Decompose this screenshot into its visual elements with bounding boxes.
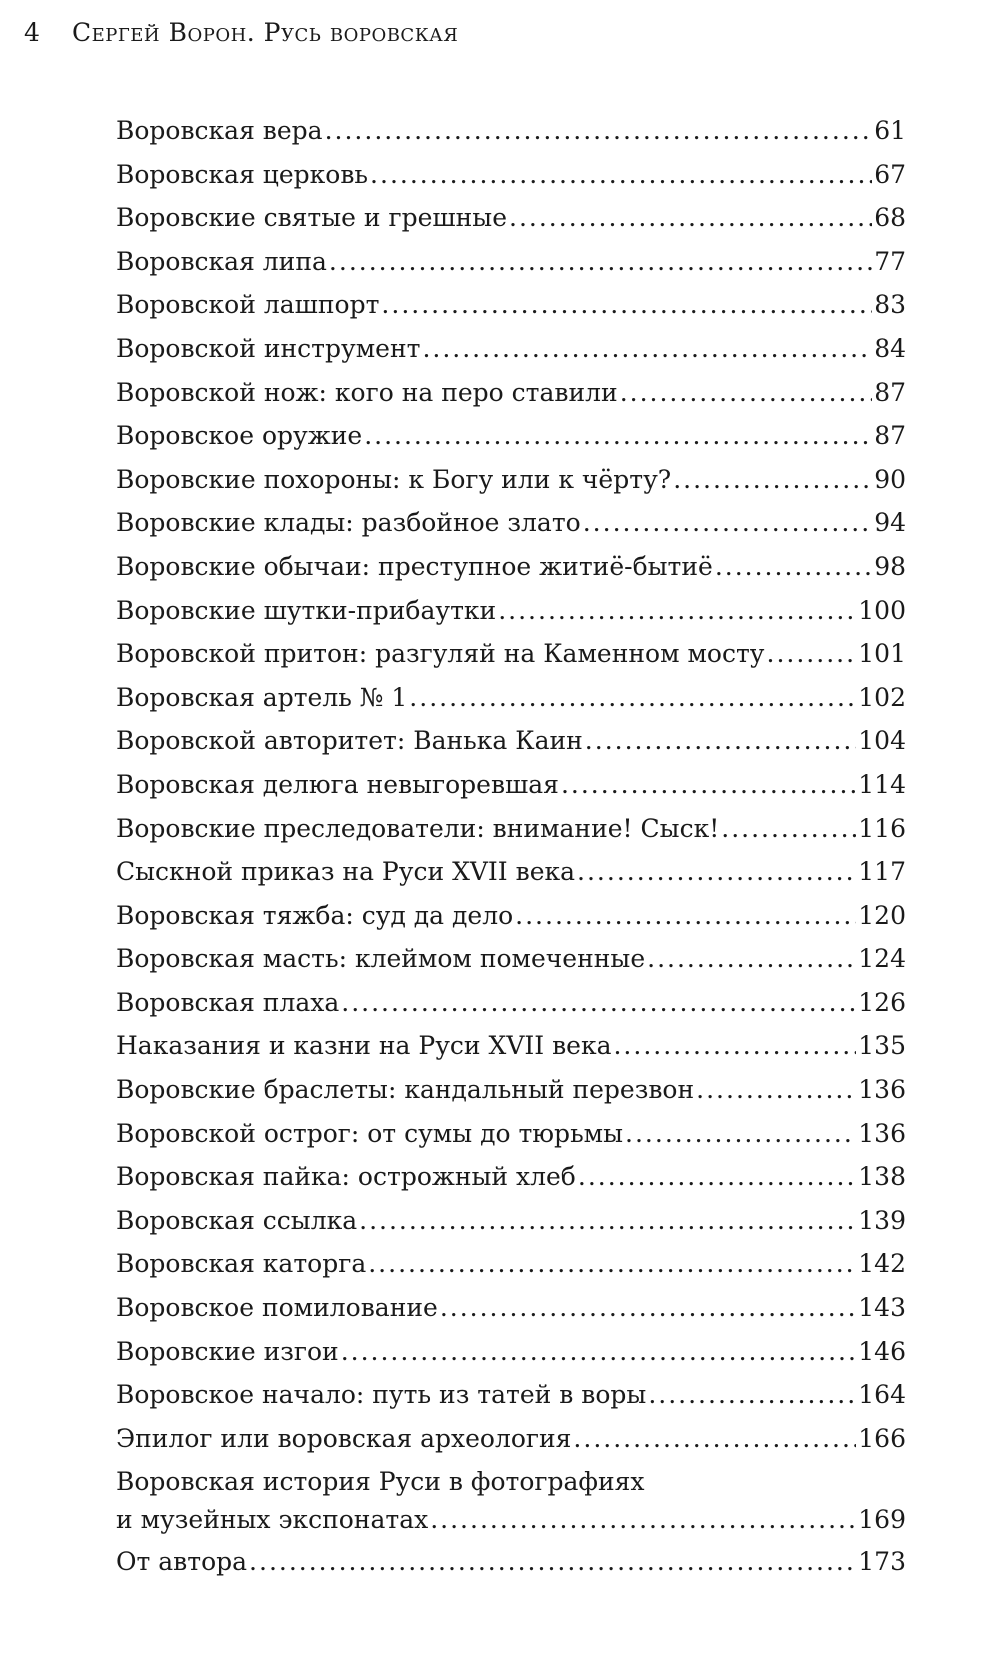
toc-entry-page: 164 (858, 1380, 906, 1410)
toc-entry-line (116, 807, 906, 851)
toc-entry-line (116, 937, 906, 981)
toc-entry-line (116, 1068, 906, 1112)
toc-entry-title: Воровская церковь (116, 159, 369, 189)
dot-leader (368, 1242, 856, 1286)
toc-entry-page: 67 (874, 159, 906, 189)
toc-entry (116, 109, 906, 153)
toc-entry-title: Воровские клады: разбойное злато (116, 508, 581, 538)
toc-entry-title: Воровская пайка: острожный хлеб (116, 1162, 576, 1192)
toc-entry-title: Воровские обычаи: преступное житиё-бытиё (116, 551, 713, 581)
toc-entry-title: Воровские шутки-прибаутки (116, 595, 497, 625)
toc-entry (116, 894, 906, 938)
toc-entry-title: Воровские святые и грешные (116, 203, 508, 233)
toc-entry-title: Воровской острог: от сумы до тюрьмы (116, 1118, 624, 1148)
toc-entry-page: 83 (874, 290, 906, 320)
toc-entry-line (116, 1286, 906, 1330)
toc-entry (116, 283, 906, 327)
toc-entry (116, 1540, 906, 1584)
toc-entry (116, 327, 906, 371)
toc-entry-page: 169 (858, 1505, 906, 1535)
dot-leader (585, 719, 856, 763)
toc-entry (116, 1330, 906, 1374)
dot-leader (381, 283, 872, 327)
toc-entry (116, 414, 906, 458)
toc-entry-page: 116 (858, 813, 906, 843)
running-head (24, 18, 458, 47)
toc-entry-page: 143 (858, 1293, 906, 1323)
toc-entry (116, 545, 906, 589)
toc-entry (116, 763, 906, 807)
toc-entry-page: 94 (874, 508, 906, 538)
toc-entry-page: 139 (858, 1205, 906, 1235)
dot-leader (583, 501, 872, 545)
dot-leader (325, 109, 873, 153)
toc-entry-page: 104 (858, 726, 906, 756)
dot-leader (498, 589, 856, 633)
toc-entry (116, 981, 906, 1025)
toc-entry-page: 135 (858, 1031, 906, 1061)
toc-entry-title: Эпилог или воровская археология (116, 1423, 572, 1453)
toc-entry (116, 1199, 906, 1243)
dot-leader (509, 196, 872, 240)
toc-entry-page: 77 (874, 246, 906, 276)
toc-entry-page: 114 (858, 769, 906, 799)
toc-entry (116, 196, 906, 240)
toc-entry-line (116, 1199, 906, 1243)
toc-entry-line (116, 545, 906, 589)
toc-entry (116, 676, 906, 720)
toc-entry (116, 458, 906, 502)
toc-entry-title: Воровские изгои (116, 1336, 339, 1366)
toc-entry-title: Сыскной приказ на Руси XVII века (116, 857, 576, 887)
dot-leader (647, 937, 856, 981)
toc-entry-title: Воровское начало: путь из татей в воры (116, 1380, 647, 1410)
toc-entry-title: Наказания и казни на Руси XVII века (116, 1031, 612, 1061)
toc-entry-page: 166 (858, 1423, 906, 1453)
toc-entry-page: 120 (858, 900, 906, 930)
toc-entry-page: 173 (858, 1547, 906, 1577)
toc-entry-line (116, 850, 906, 894)
toc-entry-line (116, 1242, 906, 1286)
dot-leader (249, 1540, 856, 1584)
dot-leader (430, 1500, 856, 1540)
toc-entry (116, 240, 906, 284)
toc-entry-title: Воровской притон: разгуляй на Каменном мосту (116, 639, 765, 669)
dot-leader (329, 240, 872, 284)
toc-entry-title: Воровская каторга (116, 1249, 367, 1279)
dot-leader (721, 807, 856, 851)
toc-entry-page: 61 (874, 116, 906, 145)
toc-entry-title: Воровская ссылка (116, 1205, 358, 1235)
toc-entry-page: 138 (858, 1162, 906, 1192)
toc-entry-title: Воровское оружие (116, 421, 363, 451)
dot-leader (620, 371, 873, 415)
toc-entry-line (116, 501, 906, 545)
dot-leader (341, 1330, 857, 1374)
toc-entry-page: 87 (874, 377, 906, 407)
running-title: Сергей Ворон. Русь воровская (72, 18, 459, 47)
toc-entry-title-line1: Воровская история Руси в фотографиях (116, 1467, 645, 1497)
toc-entry-line (116, 458, 906, 502)
toc-entry (116, 850, 906, 894)
toc-entry-title: Воровской инструмент (116, 333, 421, 363)
toc-entry-title: Воровская плаха (116, 987, 340, 1017)
toc-entry (116, 807, 906, 851)
toc-entry-line (116, 327, 906, 371)
toc-entry-line (116, 153, 906, 197)
toc-entry-line (116, 589, 906, 633)
dot-leader (613, 1024, 856, 1068)
toc-entry-line (116, 1540, 906, 1584)
toc-entry (116, 1286, 906, 1330)
toc-entry-title: Воровская липа (116, 246, 327, 276)
toc-entry-line (116, 1024, 906, 1068)
dot-leader (625, 1112, 856, 1156)
toc-entry (116, 1112, 906, 1156)
toc-entry-page: 142 (858, 1249, 906, 1279)
toc-entry-page: 100 (858, 595, 906, 625)
toc-entry-line (116, 632, 906, 676)
toc-entry (116, 1460, 906, 1540)
toc-entry-title: Воровские браслеты: кандальный перезвон (116, 1075, 695, 1105)
toc-entry-page: 84 (874, 333, 906, 363)
table-of-contents (116, 109, 906, 1584)
toc-entry-page: 102 (858, 682, 906, 712)
toc-entry (116, 1373, 906, 1417)
dot-leader (561, 763, 856, 807)
toc-entry (116, 371, 906, 415)
toc-entry-page: 98 (874, 551, 906, 581)
toc-entry-title: Воровская делюга невыгоревшая (116, 769, 559, 799)
dot-leader (409, 676, 856, 720)
toc-entry (116, 632, 906, 676)
dot-leader (696, 1068, 856, 1112)
toc-entry-line (116, 371, 906, 415)
toc-entry-title: Воровские преследователи: внимание! Сыск! (116, 813, 720, 843)
toc-entry-line (116, 1330, 906, 1374)
toc-entry (116, 1417, 906, 1461)
dot-leader (440, 1286, 856, 1330)
toc-entry-title: Воровская вера (116, 116, 323, 145)
toc-entry-line (116, 894, 906, 938)
toc-entry-line (116, 1500, 906, 1540)
toc-entry-line (116, 763, 906, 807)
dot-leader (370, 153, 872, 197)
dot-leader (341, 981, 856, 1025)
dot-leader (359, 1199, 856, 1243)
dot-leader (422, 327, 872, 371)
toc-entry (116, 1024, 906, 1068)
toc-entry-page: 68 (874, 203, 906, 233)
toc-entry-title: Воровской нож: кого на перо ставили (116, 377, 618, 407)
toc-entry-line (116, 283, 906, 327)
dot-leader (673, 458, 872, 502)
toc-entry-page: 146 (858, 1336, 906, 1366)
dot-leader (715, 545, 872, 589)
toc-entry (116, 719, 906, 763)
toc-entry-line (116, 1155, 906, 1199)
toc-entry (116, 937, 906, 981)
toc-entry-title: Воровское помилование (116, 1293, 438, 1323)
toc-entry-line (116, 719, 906, 763)
toc-entry-title: Воровская тяжба: суд да дело (116, 900, 514, 930)
toc-entry (116, 1155, 906, 1199)
toc-entry-line (116, 414, 906, 458)
toc-entry-page: 124 (858, 944, 906, 974)
toc-entry-line (116, 240, 906, 284)
toc-entry-page: 136 (858, 1075, 906, 1105)
dot-leader (767, 632, 857, 676)
toc-entry-line (116, 676, 906, 720)
toc-entry-title: Воровская масть: клеймом помеченные (116, 944, 646, 974)
toc-entry-page: 87 (874, 421, 906, 451)
toc-entry-page: 126 (858, 987, 906, 1017)
toc-entry (116, 153, 906, 197)
toc-entry-line (116, 1373, 906, 1417)
dot-leader (573, 1417, 856, 1461)
dot-leader (577, 850, 856, 894)
dot-leader (364, 414, 872, 458)
toc-entry-title: и музейных экспонатах (116, 1505, 429, 1535)
toc-entry-title: Воровская артель № 1 (116, 682, 408, 712)
toc-entry (116, 1242, 906, 1286)
toc-entry-title: От автора (116, 1547, 248, 1577)
toc-entry-page: 117 (858, 857, 906, 887)
dot-leader (648, 1373, 856, 1417)
toc-entry (116, 589, 906, 633)
toc-entry-line (116, 1417, 906, 1461)
page-number: 4 (24, 18, 41, 47)
toc-entry-title: Воровской авторитет: Ванька Каин (116, 726, 583, 756)
dot-leader (578, 1155, 856, 1199)
toc-entry (116, 501, 906, 545)
toc-entry-title: Воровские похороны: к Богу или к чёрту? (116, 464, 672, 494)
toc-entry-line (116, 981, 906, 1025)
toc-entry-page: 101 (858, 639, 906, 669)
dot-leader (515, 894, 856, 938)
toc-entry-page: 90 (874, 464, 906, 494)
toc-entry-title: Воровской лашпорт (116, 290, 380, 320)
toc-entry-line (116, 1112, 906, 1156)
toc-entry-page: 136 (858, 1118, 906, 1148)
toc-entry (116, 1068, 906, 1112)
toc-entry-line (116, 196, 906, 240)
toc-entry-line (116, 109, 906, 153)
